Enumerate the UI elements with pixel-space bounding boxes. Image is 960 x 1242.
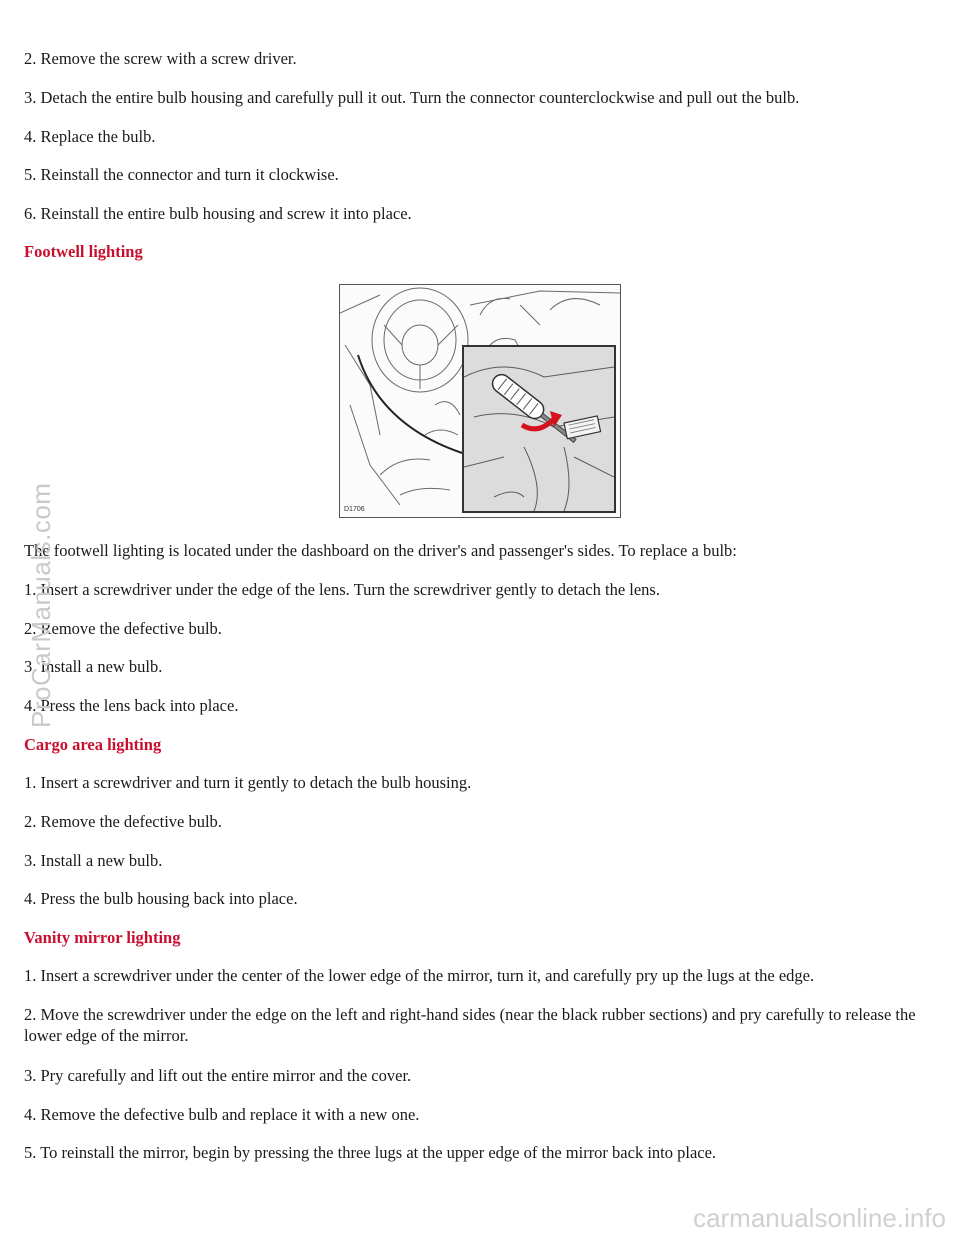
section-heading-cargo: Cargo area lighting bbox=[24, 735, 162, 754]
footer-watermark: carmanualsonline.info bbox=[693, 1203, 946, 1233]
step-text: 4. Remove the defective bulb and replace it with a new one. bbox=[24, 1105, 420, 1124]
step-text: 6. Reinstall the entire bulb housing and screw it into place. bbox=[24, 204, 412, 223]
step-text: 4. Press the lens back into place. bbox=[24, 696, 239, 715]
step-text: 3. Install a new bulb. bbox=[24, 657, 163, 676]
footwell-description: The footwell lighting is located under the dashboard on the driver's and passenger's sides. To replace a bulb: bbox=[24, 541, 737, 560]
figure-code: D1706 bbox=[344, 506, 365, 513]
screwdriver-detail-drawing bbox=[464, 347, 614, 511]
step-text: 3. Install a new bulb. bbox=[24, 851, 163, 870]
step-text: 4. Press the bulb housing back into place. bbox=[24, 889, 298, 908]
step-text: 2. Remove the screw with a screw driver. bbox=[24, 49, 297, 68]
footwell-illustration bbox=[339, 284, 621, 518]
step-text: 5. To reinstall the mirror, begin by pressing the three lugs at the upper edge of the mirror back into place. bbox=[24, 1143, 717, 1162]
step-text: 4. Replace the bulb. bbox=[24, 127, 156, 146]
side-watermark: ProCarManuals.com bbox=[26, 482, 56, 728]
step-text: 5. Reinstall the connector and turn it clockwise. bbox=[24, 165, 339, 184]
section-heading-footwell: Footwell lighting bbox=[24, 242, 143, 261]
step-text: 1. Insert a screwdriver under the edge of the lens. Turn the screwdriver gently to detach the lens. bbox=[24, 580, 660, 599]
step-text: 1. Insert a screwdriver under the center of the lower edge of the mirror, turn it, and carefully pry up the lugs at the edge. bbox=[24, 966, 815, 985]
step-text: 1. Insert a screwdriver and turn it gently to detach the bulb housing. bbox=[24, 773, 472, 792]
step-text: 3. Detach the entire bulb housing and carefully pull it out. Turn the connector counterclockwise and pull out the bulb. bbox=[24, 88, 800, 107]
section-heading-vanity: Vanity mirror lighting bbox=[24, 928, 181, 947]
step-text: 2. Remove the defective bulb. bbox=[24, 619, 222, 638]
detail-inset bbox=[462, 345, 616, 513]
step-text: 2. Remove the defective bulb. bbox=[24, 812, 222, 831]
step-text: 2. Move the screwdriver under the edge on the left and right-hand sides (near the black rubber sections) and pry carefully to release the lower edge of the mirror. bbox=[24, 1005, 916, 1045]
step-text: 3. Pry carefully and lift out the entire mirror and the cover. bbox=[24, 1066, 412, 1085]
